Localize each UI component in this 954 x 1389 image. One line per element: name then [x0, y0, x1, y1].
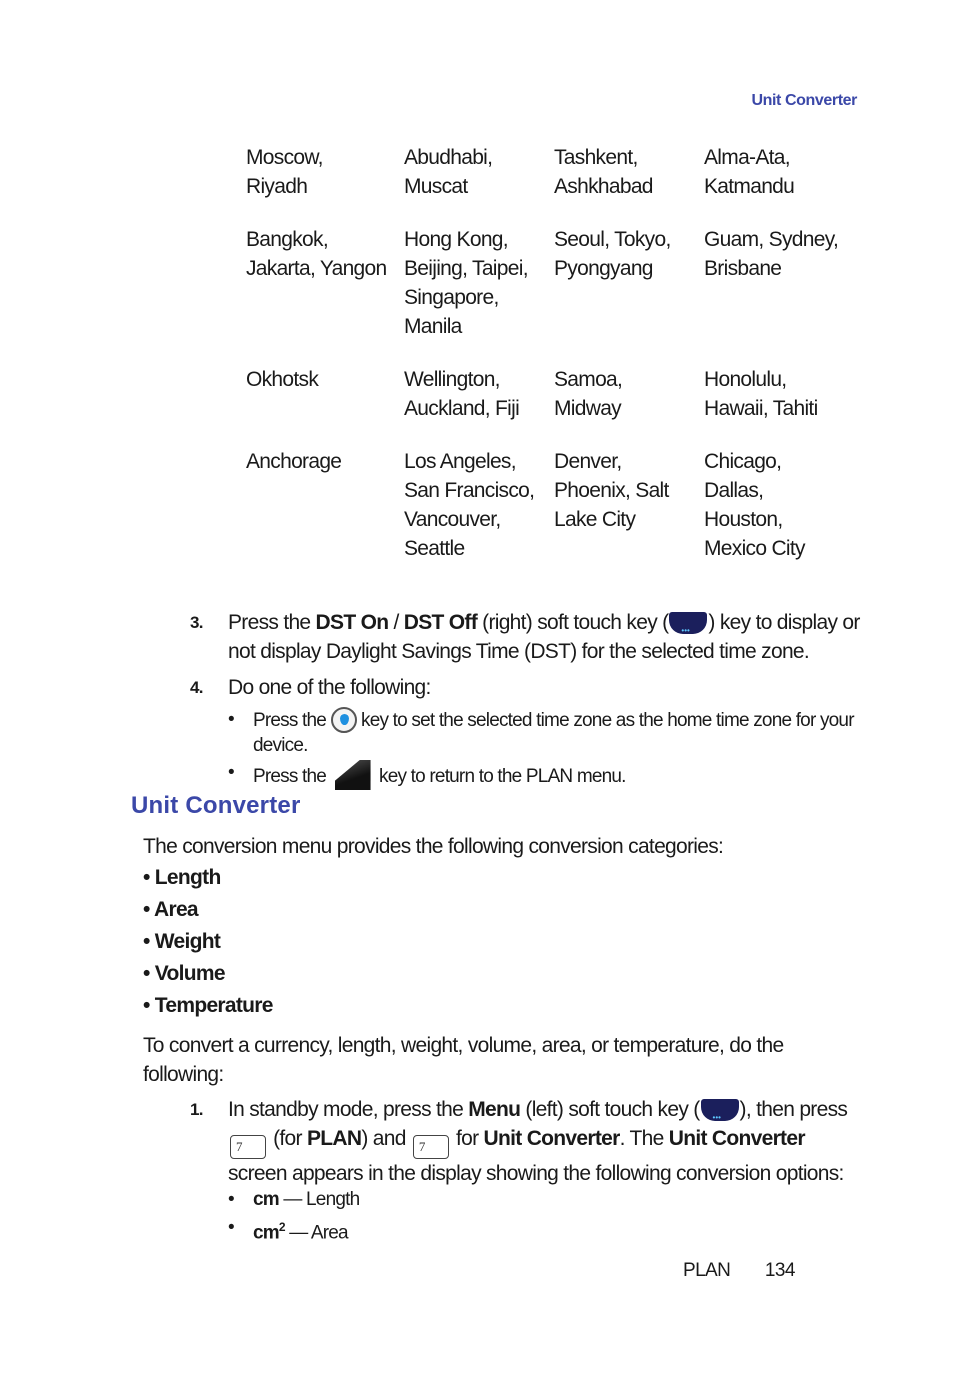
table-cell: Seoul, Tokyo, Pyongyang	[554, 228, 671, 280]
step-text: In standby mode, press the	[228, 1098, 469, 1121]
bullet-item	[228, 760, 858, 790]
table-row	[240, 365, 860, 447]
dst-on-label: DST On	[315, 611, 389, 634]
intro-paragraph: The conversion menu provides the following conversion categories:	[143, 835, 724, 858]
running-header: Unit Converter	[751, 92, 857, 109]
step-text: /	[388, 611, 404, 634]
bullet-text: Press the	[253, 710, 331, 731]
step-text: ) key to display or not display Daylight Savings Time (DST) for the selected time zone.	[228, 611, 860, 663]
category-item: • Length	[143, 866, 221, 889]
key-label: 7	[418, 1139, 425, 1154]
footer-section: PLAN	[683, 1260, 731, 1281]
step-4	[190, 673, 860, 702]
dst-off-label: DST Off	[403, 611, 478, 634]
category-item: • Area	[143, 898, 198, 921]
unit-converter-label: Unit Converter	[483, 1127, 620, 1150]
category-item: • Temperature	[143, 994, 273, 1017]
plan-label: PLAN	[306, 1127, 362, 1150]
category-label: Temperature	[154, 994, 273, 1017]
page-footer	[683, 1260, 795, 1282]
key-7-icon	[413, 1135, 449, 1159]
table-row	[240, 143, 860, 225]
bullet-item	[228, 707, 858, 758]
table-row	[240, 225, 860, 365]
option-desc: — Area	[284, 1222, 348, 1244]
table-cell: Honolulu, Hawaii, Tahiti	[704, 368, 818, 420]
step-number: 3.	[190, 613, 203, 632]
bullet-text: key to set the selected time zone as the home time zone for your device.	[253, 710, 854, 756]
step-text: Do one of the following:	[228, 676, 431, 699]
table-cell: Hong Kong, Beijing, Taipei, Singapore, Manila	[404, 228, 528, 338]
section-title: Unit Converter	[131, 792, 301, 819]
option-item	[228, 1215, 858, 1245]
category-label: Area	[154, 898, 198, 921]
table-cell: Los Angeles, San Francisco, Vancouver, Seattle	[404, 450, 535, 560]
step-text: ), then press	[739, 1098, 848, 1121]
timezone-table	[240, 143, 860, 587]
table-cell: Denver, Phoenix, Salt Lake City	[554, 450, 669, 531]
category-label: Volume	[154, 962, 225, 985]
bullet-text: key to return to the PLAN menu.	[374, 766, 626, 787]
step-text: (right) soft touch key (	[477, 611, 669, 634]
category-item: • Volume	[143, 962, 225, 985]
table-row	[240, 447, 860, 587]
table-cell: Tashkent, Ashkhabad	[554, 146, 653, 198]
step-number: 1.	[190, 1100, 203, 1119]
ok-key-icon	[331, 707, 357, 733]
step-text: for	[450, 1127, 484, 1150]
bullet-icon: •	[228, 1217, 234, 1238]
back-key-icon	[335, 760, 371, 790]
bullet-icon: •	[228, 762, 234, 783]
instruction-paragraph: To convert a currency, length, weight, volume, area, or temperature, do the following:	[143, 1034, 784, 1086]
step-text: Press the	[228, 611, 316, 634]
table-cell: Samoa, Midway	[554, 368, 623, 420]
table-cell: Abudhabi, Muscat	[404, 146, 493, 198]
table-cell: Chicago, Dallas, Houston, Mexico City	[704, 450, 805, 560]
page-number: 134	[764, 1260, 795, 1281]
category-label: Weight	[154, 930, 221, 953]
step-3	[190, 608, 860, 666]
table-cell: Guam, Sydney, Brisbane	[704, 228, 839, 280]
option-desc: — Length	[278, 1189, 360, 1210]
table-cell: Okhotsk	[246, 368, 319, 391]
category-label: Length	[154, 866, 221, 889]
bullet-icon: •	[228, 1189, 234, 1210]
step-text: . The	[619, 1127, 669, 1150]
option-abbr: cm	[253, 1222, 279, 1244]
step-text: screen appears in the display showing the following conversion options:	[228, 1162, 844, 1185]
bullet-icon: •	[228, 709, 234, 730]
step-text: (left) soft touch key (	[520, 1098, 700, 1121]
step-text: (for	[268, 1127, 307, 1150]
bullet-text: Press the	[253, 766, 331, 787]
table-cell: Wellington, Auckland, Fiji	[404, 368, 520, 420]
key-label: 7	[236, 1139, 242, 1154]
option-superscript: 2	[278, 1220, 285, 1234]
unit-converter-label: Unit Converter	[668, 1127, 805, 1150]
right-soft-key-icon	[669, 612, 707, 634]
table-cell: Bangkok, Jakarta, Yangon	[246, 228, 387, 280]
menu-label: Menu	[468, 1098, 521, 1121]
key-7-icon	[230, 1135, 266, 1159]
step-1	[190, 1095, 860, 1188]
category-item: • Weight	[143, 930, 221, 953]
option-abbr: cm	[253, 1189, 279, 1210]
step-text: ) and	[361, 1127, 411, 1150]
option-item	[228, 1187, 858, 1212]
left-soft-key-icon	[701, 1099, 739, 1121]
step-number: 4.	[190, 678, 203, 697]
table-cell: Anchorage	[246, 450, 342, 473]
table-cell: Alma-Ata, Katmandu	[704, 146, 795, 198]
table-cell: Moscow, Riyadh	[246, 146, 323, 198]
